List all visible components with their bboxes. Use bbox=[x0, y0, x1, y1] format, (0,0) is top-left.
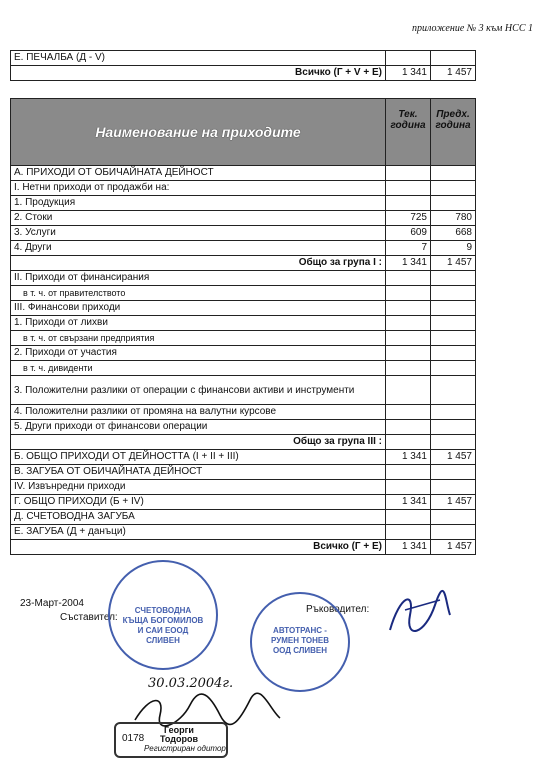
previous-year-value bbox=[431, 181, 476, 196]
current-year-header: Тек. година bbox=[386, 99, 431, 166]
table-row bbox=[11, 420, 476, 435]
current-year-value bbox=[386, 301, 431, 316]
auditor-first-name: Георги bbox=[164, 725, 194, 735]
row-label: В. ЗАГУБА ОТ ОБИЧАЙНАТА ДЕЙНОСТ bbox=[11, 465, 386, 480]
row-label: Всичко (Г + Е) bbox=[11, 540, 386, 555]
previous-year-value: 9 bbox=[431, 241, 476, 256]
current-year-value bbox=[386, 316, 431, 331]
income-table-body bbox=[11, 166, 476, 555]
current-year-value bbox=[386, 420, 431, 435]
auditor-title: Регистриран одитор bbox=[144, 744, 226, 753]
previous-year-value bbox=[431, 405, 476, 420]
current-year-value bbox=[386, 405, 431, 420]
current-year-value: 1 341 bbox=[386, 450, 431, 465]
current-year-value: 1 341 bbox=[386, 540, 431, 555]
table-row bbox=[11, 301, 476, 316]
previous-year-value bbox=[431, 286, 476, 301]
table-row bbox=[11, 450, 476, 465]
row-label: 1. Продукция bbox=[11, 196, 386, 211]
table-row bbox=[11, 465, 476, 480]
current-year-value bbox=[386, 510, 431, 525]
current-year-value bbox=[386, 181, 431, 196]
table-row bbox=[11, 196, 476, 211]
row-label: в т. ч. дивиденти bbox=[11, 361, 386, 376]
previous-year-value bbox=[431, 510, 476, 525]
table-row bbox=[11, 286, 476, 301]
current-year-value bbox=[386, 376, 431, 405]
table-row bbox=[11, 540, 476, 555]
row-label: 4. Положителни разлики от промяна на валутни курсове bbox=[11, 405, 386, 420]
current-year-value bbox=[386, 331, 431, 346]
table-row bbox=[11, 51, 476, 66]
current-year-value bbox=[386, 286, 431, 301]
current-year-value: 1 341 bbox=[386, 256, 431, 271]
auditor-stamp bbox=[114, 722, 228, 758]
row-label: 2. Стоки bbox=[11, 211, 386, 226]
top-summary-table bbox=[10, 50, 476, 81]
previous-year-value bbox=[431, 271, 476, 286]
table-row bbox=[11, 331, 476, 346]
current-year-value: 1 341 bbox=[386, 66, 431, 81]
manager-signature bbox=[385, 585, 455, 640]
row-label: III. Финансови приходи bbox=[11, 301, 386, 316]
income-table bbox=[10, 98, 476, 555]
table-row bbox=[11, 271, 476, 286]
row-label: 2. Приходи от участия bbox=[11, 346, 386, 361]
previous-year-value bbox=[431, 346, 476, 361]
previous-year-value: 1 457 bbox=[431, 540, 476, 555]
row-label: IV. Извънредни приходи bbox=[11, 480, 386, 495]
previous-year-value bbox=[431, 480, 476, 495]
row-label: А. ПРИХОДИ ОТ ОБИЧАЙНАТА ДЕЙНОСТ bbox=[11, 166, 386, 181]
table-row bbox=[11, 376, 476, 405]
previous-year-value: 1 457 bbox=[431, 256, 476, 271]
table-row bbox=[11, 316, 476, 331]
row-label: 3. Положителни разлики от операции с финансови активи и инструменти bbox=[11, 376, 386, 405]
stamp-text: СЧЕТОВОДНА КЪЩА БОГОМИЛОВ И САИ ЕООД СЛИВЕН bbox=[122, 606, 204, 645]
row-label: Всичко (Г + V + Е) bbox=[11, 66, 386, 81]
row-label: II. Приходи от финансирания bbox=[11, 271, 386, 286]
row-label: I. Нетни приходи от продажби на: bbox=[11, 181, 386, 196]
table-row bbox=[11, 211, 476, 226]
current-year-value: 1 341 bbox=[386, 495, 431, 510]
table-header-row bbox=[11, 99, 476, 166]
current-year-value bbox=[386, 465, 431, 480]
current-year-value bbox=[386, 361, 431, 376]
compiler-label: Съставител: bbox=[60, 612, 118, 623]
row-label: Е. ЗАГУБА (Д + данъци) bbox=[11, 525, 386, 540]
previous-year-value bbox=[431, 51, 476, 66]
previous-year-value: 1 457 bbox=[431, 450, 476, 465]
current-year-value bbox=[386, 51, 431, 66]
row-label: в т. ч. от свързани предприятия bbox=[11, 331, 386, 346]
stamp-text: АВТОТРАНС - РУМЕН ТОНЕВ ООД СЛИВЕН bbox=[270, 626, 329, 655]
manager-label: Ръководител: bbox=[306, 604, 370, 615]
previous-year-value bbox=[431, 301, 476, 316]
table-row bbox=[11, 495, 476, 510]
current-year-value bbox=[386, 480, 431, 495]
table-row bbox=[11, 181, 476, 196]
table-title: Наименование на приходите bbox=[11, 99, 386, 166]
report-date: 23-Март-2004 bbox=[20, 598, 84, 609]
previous-year-value: 1 457 bbox=[431, 66, 476, 81]
auditor-number: 0178 bbox=[122, 733, 145, 744]
previous-year-value bbox=[431, 316, 476, 331]
current-year-value bbox=[386, 435, 431, 450]
table-row bbox=[11, 226, 476, 241]
current-year-value: 7 bbox=[386, 241, 431, 256]
table-row bbox=[11, 405, 476, 420]
current-year-value bbox=[386, 271, 431, 286]
previous-year-value bbox=[431, 331, 476, 346]
previous-year-value: 780 bbox=[431, 211, 476, 226]
row-label: 3. Услуги bbox=[11, 226, 386, 241]
company-stamp bbox=[250, 592, 350, 692]
row-label: Б. ОБЩО ПРИХОДИ ОТ ДЕЙНОСТТА (I + II + III) bbox=[11, 450, 386, 465]
table-row bbox=[11, 241, 476, 256]
row-label: Общо за група III : bbox=[11, 435, 386, 450]
table-row bbox=[11, 480, 476, 495]
row-label: в т. ч. от правителството bbox=[11, 286, 386, 301]
table-row bbox=[11, 435, 476, 450]
current-year-value bbox=[386, 196, 431, 211]
row-label: Г. ОБЩО ПРИХОДИ (Б + IV) bbox=[11, 495, 386, 510]
previous-year-value bbox=[431, 376, 476, 405]
previous-year-value bbox=[431, 196, 476, 211]
previous-year-value bbox=[431, 525, 476, 540]
current-year-value: 609 bbox=[386, 226, 431, 241]
previous-year-value bbox=[431, 166, 476, 181]
accounting-house-stamp bbox=[108, 560, 218, 670]
current-year-value bbox=[386, 346, 431, 361]
row-label: Е. ПЕЧАЛБА (Д - V) bbox=[11, 51, 386, 66]
handwritten-date: 30.03.2004г. bbox=[148, 676, 234, 691]
previous-year-header: Предх. година bbox=[431, 99, 476, 166]
row-label: 1. Приходи от лихви bbox=[11, 316, 386, 331]
table-row bbox=[11, 346, 476, 361]
row-label: Д. СЧЕТОВОДНА ЗАГУБА bbox=[11, 510, 386, 525]
row-label: 4. Други bbox=[11, 241, 386, 256]
row-label: 5. Други приходи от финансови операции bbox=[11, 420, 386, 435]
previous-year-value: 1 457 bbox=[431, 495, 476, 510]
current-year-value: 725 bbox=[386, 211, 431, 226]
previous-year-value: 668 bbox=[431, 226, 476, 241]
previous-year-value bbox=[431, 465, 476, 480]
row-label: Общо за група I : bbox=[11, 256, 386, 271]
current-year-value bbox=[386, 525, 431, 540]
table-row bbox=[11, 66, 476, 81]
current-year-value bbox=[386, 166, 431, 181]
previous-year-value bbox=[431, 361, 476, 376]
previous-year-value bbox=[431, 420, 476, 435]
auditor-last-name: Тодоров bbox=[160, 734, 199, 744]
previous-year-value bbox=[431, 435, 476, 450]
table-row bbox=[11, 166, 476, 181]
table-row bbox=[11, 525, 476, 540]
document-header-note: приложение № 3 към НСС 1 bbox=[412, 23, 533, 34]
table-row bbox=[11, 361, 476, 376]
table-row bbox=[11, 510, 476, 525]
table-row bbox=[11, 256, 476, 271]
